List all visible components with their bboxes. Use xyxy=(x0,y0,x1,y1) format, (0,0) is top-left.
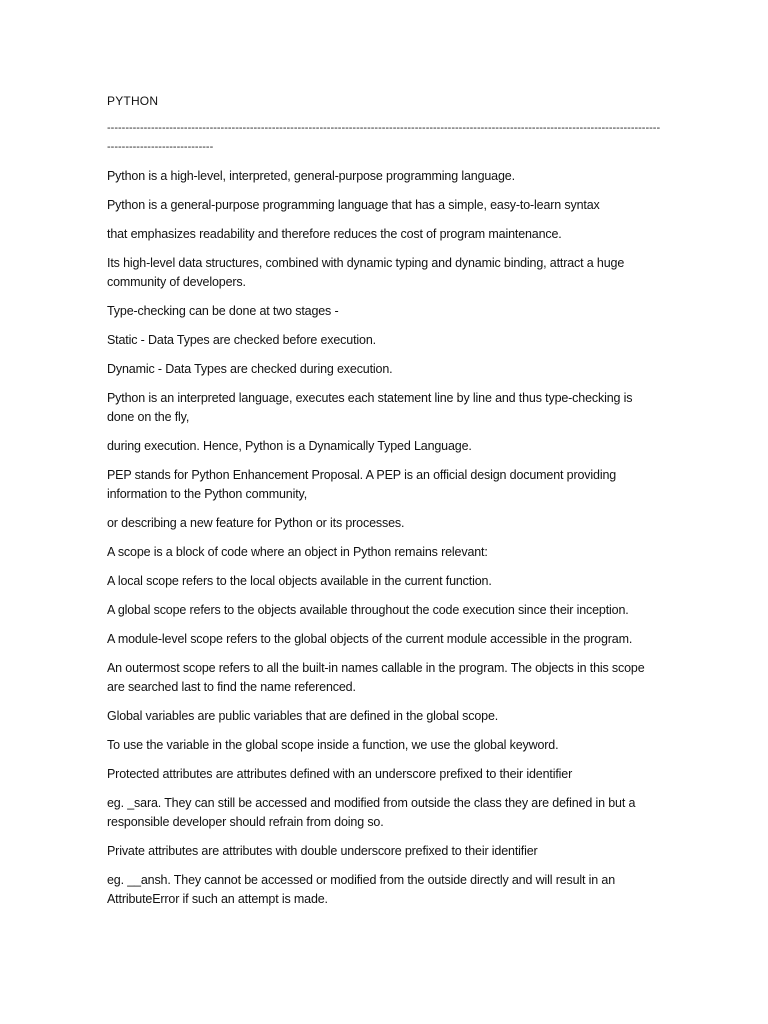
paragraph: A scope is a block of code where an object in Python remains relevant: xyxy=(107,545,488,559)
divider-line: ------------------------------------------------------------------------------------------------------------------------------------------------------------------------------------ xyxy=(107,122,661,153)
paragraph: Static - Data Types are checked before execution. xyxy=(107,333,376,347)
paragraph: during execution. Hence, Python is a Dynamically Typed Language. xyxy=(107,439,472,453)
paragraph: Its high-level data structures, combined with dynamic typing and dynamic binding, attract a huge community of developers. xyxy=(107,256,625,289)
document-title: PYTHON xyxy=(107,94,159,108)
paragraph: An outermost scope refers to all the built-in names callable in the program. The objects in this scope are searched last to find the name referenced. xyxy=(107,661,645,694)
paragraph: Type-checking can be done at two stages - xyxy=(107,304,339,318)
paragraph: Python is a general-purpose programming language that has a simple, easy-to-learn syntax xyxy=(107,198,600,212)
paragraph: or describing a new feature for Python or its processes. xyxy=(107,516,405,530)
paragraph: A module-level scope refers to the global objects of the current module accessible in the program. xyxy=(107,632,633,646)
paragraph: A global scope refers to the objects available throughout the code execution since their inception. xyxy=(107,603,629,617)
paragraph: Python is a high-level, interpreted, general-purpose programming language. xyxy=(107,169,515,183)
paragraph: Python is an interpreted language, executes each statement line by line and thus type-checking is done on the fly, xyxy=(107,391,633,424)
paragraph: Dynamic - Data Types are checked during execution. xyxy=(107,362,393,376)
document-page xyxy=(107,92,662,919)
paragraph: Private attributes are attributes with double underscore prefixed to their identifier xyxy=(107,844,538,858)
paragraph: eg. __ansh. They cannot be accessed or modified from the outside directly and will result in an AttributeError if such an attempt is made. xyxy=(107,873,616,906)
paragraph: eg. _sara. They can still be accessed and modified from outside the class they are defined in but a responsible developer should refrain from doing so. xyxy=(107,796,636,829)
paragraph: Protected attributes are attributes defined with an underscore prefixed to their identifier xyxy=(107,767,573,781)
paragraph: PEP stands for Python Enhancement Proposal. A PEP is an official design document providing information to the Python community, xyxy=(107,468,617,501)
paragraph: that emphasizes readability and therefore reduces the cost of program maintenance. xyxy=(107,227,562,241)
paragraph: Global variables are public variables that are defined in the global scope. xyxy=(107,709,499,723)
paragraph: To use the variable in the global scope inside a function, we use the global keyword. xyxy=(107,738,559,752)
paragraph: A local scope refers to the local objects available in the current function. xyxy=(107,574,492,588)
